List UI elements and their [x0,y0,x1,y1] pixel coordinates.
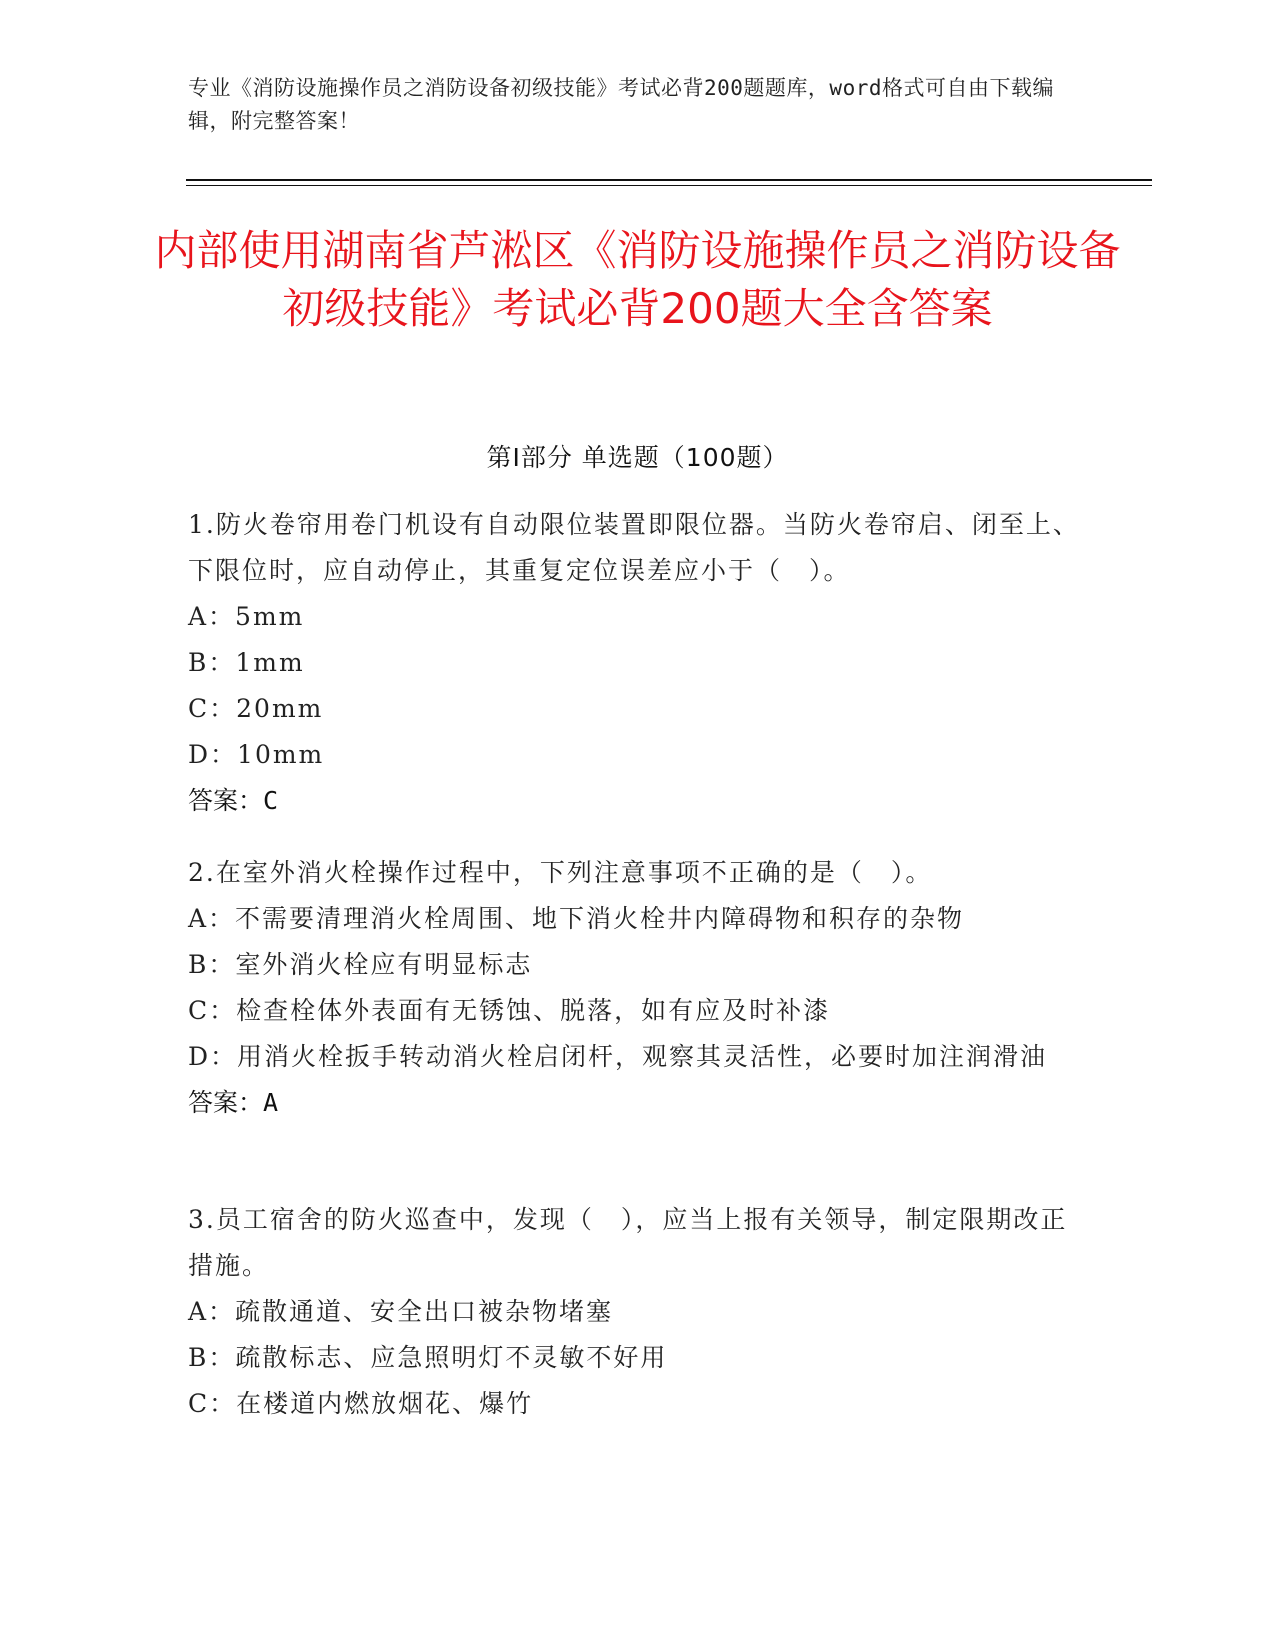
answer-value: C [263,786,279,815]
answer-label: 答案： [188,1088,264,1117]
question-stem: 1.防火卷帘用卷门机设有自动限位装置即限位器。当防火卷帘启、闭至上、下限位时，应自动停止，其重复定位误差应小于（ ）。 [188,510,1080,585]
question-3 [188,1197,1088,1427]
option-d: D：用消火栓扳手转动消火栓启闭杆，观察其灵活性，必要时加注润滑油 [188,1042,1048,1071]
question-stem: 2.在室外消火栓操作过程中，下列注意事项不正确的是（ ）。 [188,858,933,887]
question-1 [188,502,1088,824]
answer-value: A [263,1088,279,1117]
option-a: A：5mm [188,602,305,631]
document-title: 内部使用湖南省芦淞区《消防设施操作员之消防设备初级技能》考试必背200题大全含答案 [154,226,1121,333]
option-b: B：室外消火栓应有明显标志 [188,950,533,979]
option-a: A：疏散通道、安全出口被杂物堵塞 [188,1297,614,1326]
option-b: B：疏散标志、应急照明灯不灵敏不好用 [188,1343,668,1372]
question-stem: 3.员工宿舍的防火巡查中，发现（ ），应当上报有关领导，制定限期改正措施。 [188,1205,1068,1280]
option-a: A：不需要清理消火栓周围、地下消火栓井内障碍物和积存的杂物 [188,904,965,933]
section-heading: 第Ⅰ部分 单选题（100题） [486,443,789,472]
option-d: D：10mm [188,740,325,769]
answer-label: 答案： [188,786,264,815]
question-2 [188,850,1088,1126]
header-note: 专业《消防设施操作员之消防设备初级技能》考试必背200题题库，word格式可自由下载编辑，附完整答案！ [188,76,1054,133]
answer-line [188,1080,1088,1126]
header-divider-thick [186,179,1152,181]
option-c: C：检查栓体外表面有无锈蚀、脱落，如有应及时补漆 [188,996,831,1025]
option-c: C：在楼道内燃放烟花、爆竹 [188,1389,534,1418]
header-divider-thin [186,185,1152,186]
answer-line [188,778,1088,824]
option-c: C：20mm [188,694,324,723]
option-b: B：1mm [188,648,305,677]
